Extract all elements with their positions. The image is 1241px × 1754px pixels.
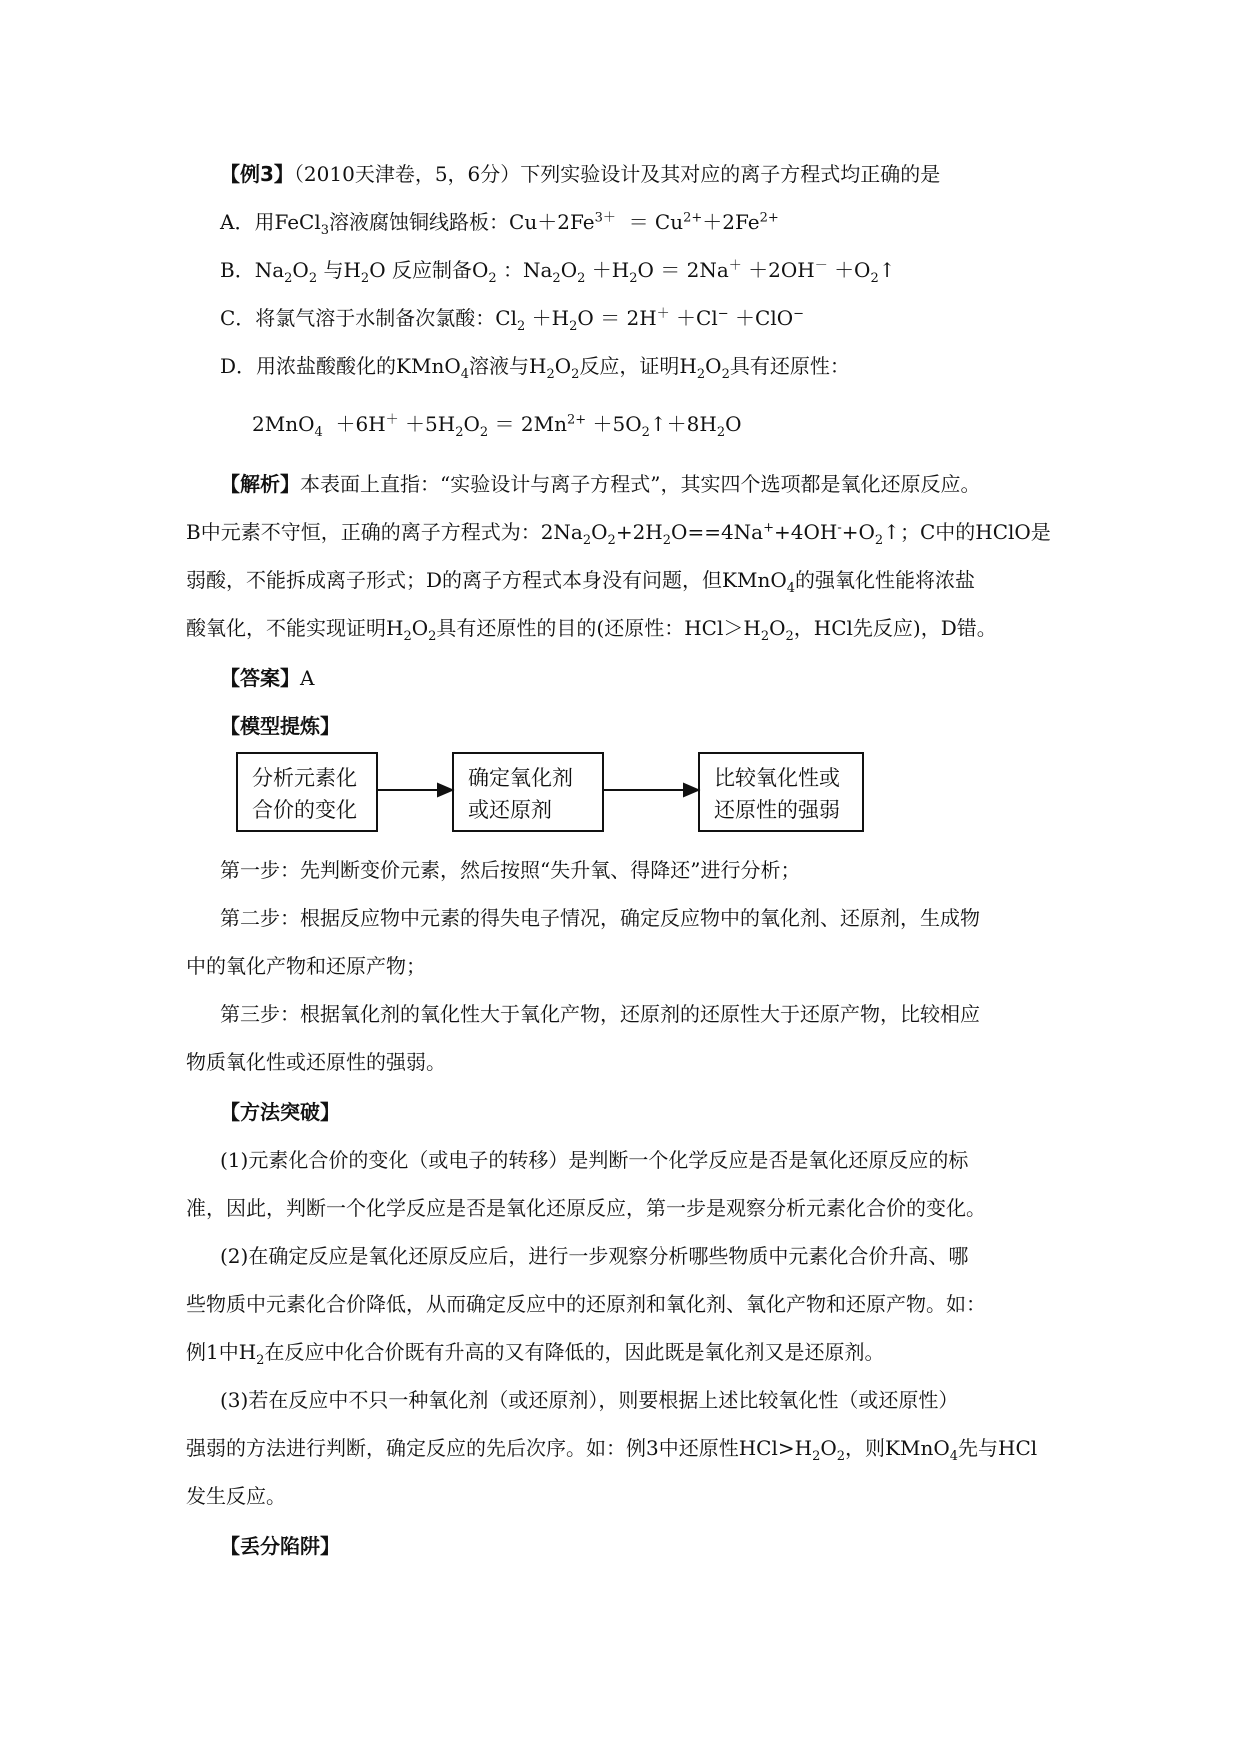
analysis-line-4: 酸氧化，不能实现证明$H_2O_2$具有还原性的目的(还原性：$HCl>H_2O_2$，HCl先反应)，D错。	[186, 616, 997, 644]
flow-arrow-2-head	[684, 784, 698, 796]
method-p1-line-1: (1)元素化合价的变化（或电子的转移）是判断一个化学反应是否是氧化还原反应的标	[220, 1148, 969, 1172]
method-p2-line-2: 些物质中元素化合价降低，从而确定反应中的还原剂和氧化剂、氧化产物和还原产物。如：	[186, 1292, 986, 1316]
method-p3-line-1: (3)若在反应中不只一种氧化剂（或还原剂），则要根据上述比较氧化性（或还原性）	[220, 1388, 959, 1412]
method-p2-line-1: (2)在确定反应是氧化还原反应后，进行一步观察分析哪些物质中元素化合价升高、哪	[220, 1244, 969, 1268]
step-3-line-1: 第三步：根据氧化剂的氧化性大于氧化产物，还原剂的还原性大于还原产物，比较相应	[220, 1002, 980, 1026]
option-b: B．$Na_2O_2$ 与$H_2O$ 反应制备$O_2$ ：$Na_2O_2 +H_2O = 2Na^+ +2OH^-$ $+O_2↑$	[220, 258, 896, 286]
method-heading: 【方法突破】	[220, 1100, 340, 1124]
option-d: D．用浓盐酸酸化的KMnO$_4$溶液与$H_2O_2$反应，证明$H_2O_2$具有还原性：	[220, 354, 850, 382]
flow-box-compare: 比较氧化性或 还原性的强弱	[698, 752, 864, 832]
method-p1-line-2: 准，因此，判断一个化学反应是否是氧化还原反应，第一步是观察分析元素化合价的变化。	[186, 1196, 986, 1220]
option-a: A．用FeCl$_3$溶液腐蚀铜线路板：$Cu+2Fe^{3+} = Cu^{2+}+2Fe^{2+}$	[220, 210, 779, 238]
option-c: C．将氯气溶于水制备次氯酸：$Cl_2 +H_2O = 2H^+ +Cl^- +ClO^-$	[220, 306, 805, 334]
flow-arrow-1-head	[438, 784, 452, 796]
answer-line: 【答案】A	[220, 666, 315, 690]
flow-box-analyze: 分析元素化 合价的变化	[236, 752, 378, 832]
step-2-line-2: 中的氧化产物和还原产物；	[186, 954, 426, 978]
method-p2-line-3: 例1中$H_2$在反应中化合价既有升高的又有降低的，因此既是氧化剂又是还原剂。	[186, 1340, 885, 1368]
flow-box-determine: 确定氧化剂 或还原剂	[452, 752, 604, 832]
model-heading: 【模型提炼】	[220, 714, 340, 738]
trap-heading: 【丢分陷阱】	[220, 1534, 340, 1558]
method-p3-line-3: 发生反应。	[186, 1484, 286, 1508]
example-heading: 【例3】（2010天津卷，5，6分）下列实验设计及其对应的离子方程式均正确的是	[220, 162, 941, 186]
step-1: 第一步：先判断变价元素，然后按照“失升氧、得降还”进行分析；	[220, 858, 801, 882]
analysis-line-2: B中元素不守恒，正确的离子方程式为：$2Na_2O_2+2H_2O==4Na^++4OH^-+O_2↑$；C中的HClO是	[186, 520, 1051, 548]
method-p3-line-2: 强弱的方法进行判断，确定反应的先后次序。如：例3中还原性$HCl>H_2O_2$，则KMnO$_4$先与HCl	[186, 1436, 1038, 1464]
analysis-line-3: 弱酸，不能拆成离子形式；D的离子方程式本身没有问题，但KMnO$_4$的强氧化性能将浓盐	[186, 568, 976, 596]
step-3-line-2: 物质氧化性或还原性的强弱。	[186, 1050, 446, 1074]
step-2-line-1: 第二步：根据反应物中元素的得失电子情况，确定反应物中的氧化剂、还原剂，生成物	[220, 906, 980, 930]
option-d-equation: $2MnO_4 +6H^+ +5H_2O_2 = 2Mn^{2+}$ $+5O_2↑+8H_2O$	[252, 412, 742, 440]
analysis-line-1: 【解析】本表面上直指：“实验设计与离子方程式”，其实四个选项都是氧化还原反应。	[220, 472, 981, 496]
